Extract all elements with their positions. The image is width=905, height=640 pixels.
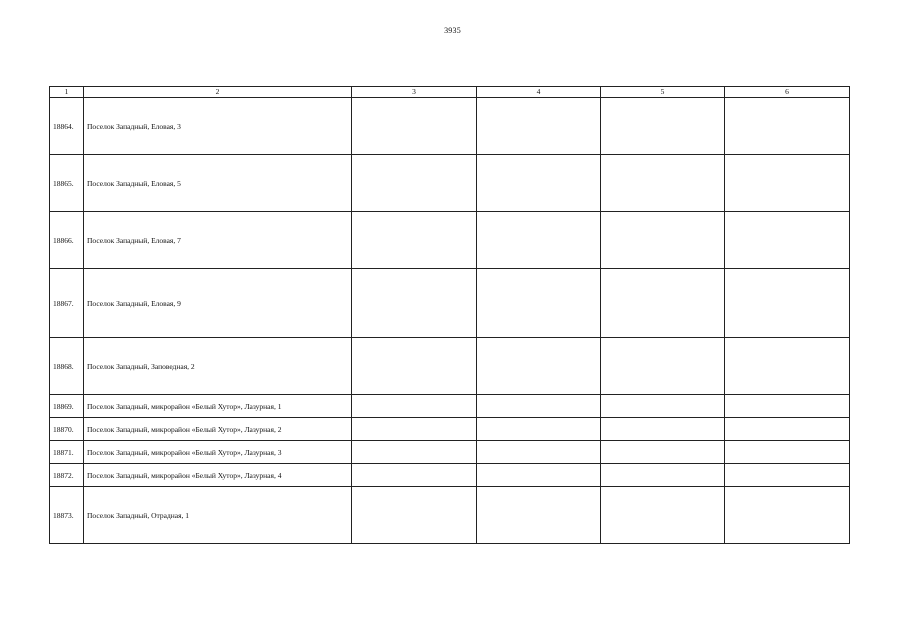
row-number: 18869. <box>50 395 84 418</box>
row-col-3 <box>352 269 477 338</box>
row-col-6 <box>725 487 850 544</box>
table-row <box>50 418 850 441</box>
row-col-4 <box>477 395 601 418</box>
row-col-4 <box>477 212 601 269</box>
row-col-5 <box>601 464 725 487</box>
table-row <box>50 269 850 338</box>
row-col-5 <box>601 395 725 418</box>
row-number: 18867. <box>50 269 84 338</box>
registry-table <box>49 86 850 544</box>
row-col-6 <box>725 338 850 395</box>
row-address: Поселок Западный, Заповедная, 2 <box>84 338 352 395</box>
row-address: Поселок Западный, микрорайон «Белый Хутор», Лазурная, 2 <box>84 418 352 441</box>
row-number: 18865. <box>50 155 84 212</box>
header-col-6: 6 <box>725 87 850 98</box>
row-number: 18868. <box>50 338 84 395</box>
row-number: 18864. <box>50 98 84 155</box>
page-number: 3935 <box>444 26 461 35</box>
row-number: 18873. <box>50 487 84 544</box>
row-col-4 <box>477 155 601 212</box>
row-col-6 <box>725 155 850 212</box>
row-col-3 <box>352 464 477 487</box>
table-row <box>50 155 850 212</box>
table-row <box>50 464 850 487</box>
row-address: Поселок Западный, Отрадная, 1 <box>84 487 352 544</box>
row-col-4 <box>477 338 601 395</box>
row-col-4 <box>477 441 601 464</box>
row-address: Поселок Западный, микрорайон «Белый Хутор», Лазурная, 4 <box>84 464 352 487</box>
table-row <box>50 98 850 155</box>
table-row <box>50 487 850 544</box>
header-col-5: 5 <box>601 87 725 98</box>
row-col-5 <box>601 418 725 441</box>
row-address: Поселок Западный, Еловая, 7 <box>84 212 352 269</box>
header-col-4: 4 <box>477 87 601 98</box>
row-address: Поселок Западный, микрорайон «Белый Хутор», Лазурная, 1 <box>84 395 352 418</box>
row-col-5 <box>601 441 725 464</box>
row-col-6 <box>725 441 850 464</box>
row-col-3 <box>352 418 477 441</box>
row-col-4 <box>477 487 601 544</box>
row-number: 18871. <box>50 441 84 464</box>
row-address: Поселок Западный, микрорайон «Белый Хутор», Лазурная, 3 <box>84 441 352 464</box>
row-col-6 <box>725 98 850 155</box>
header-col-1: 1 <box>50 87 84 98</box>
row-col-6 <box>725 395 850 418</box>
row-address: Поселок Западный, Еловая, 9 <box>84 269 352 338</box>
row-col-3 <box>352 98 477 155</box>
row-col-3 <box>352 338 477 395</box>
row-col-3 <box>352 212 477 269</box>
row-col-5 <box>601 98 725 155</box>
row-col-4 <box>477 464 601 487</box>
row-col-5 <box>601 338 725 395</box>
header-row <box>50 87 850 98</box>
row-col-3 <box>352 441 477 464</box>
table-row <box>50 395 850 418</box>
header-col-2: 2 <box>84 87 352 98</box>
row-col-5 <box>601 155 725 212</box>
row-number: 18872. <box>50 464 84 487</box>
row-number: 18866. <box>50 212 84 269</box>
row-col-6 <box>725 269 850 338</box>
row-number: 18870. <box>50 418 84 441</box>
row-col-5 <box>601 212 725 269</box>
row-col-3 <box>352 487 477 544</box>
row-col-6 <box>725 464 850 487</box>
table-row <box>50 212 850 269</box>
table-row <box>50 338 850 395</box>
row-col-6 <box>725 418 850 441</box>
row-address: Поселок Западный, Еловая, 5 <box>84 155 352 212</box>
header-col-3: 3 <box>352 87 477 98</box>
row-address: Поселок Западный, Еловая, 3 <box>84 98 352 155</box>
table-header <box>50 87 850 98</box>
row-col-5 <box>601 487 725 544</box>
row-col-5 <box>601 269 725 338</box>
table-body <box>50 98 850 544</box>
table-row <box>50 441 850 464</box>
row-col-4 <box>477 269 601 338</box>
row-col-3 <box>352 155 477 212</box>
row-col-4 <box>477 98 601 155</box>
row-col-3 <box>352 395 477 418</box>
row-col-4 <box>477 418 601 441</box>
row-col-6 <box>725 212 850 269</box>
